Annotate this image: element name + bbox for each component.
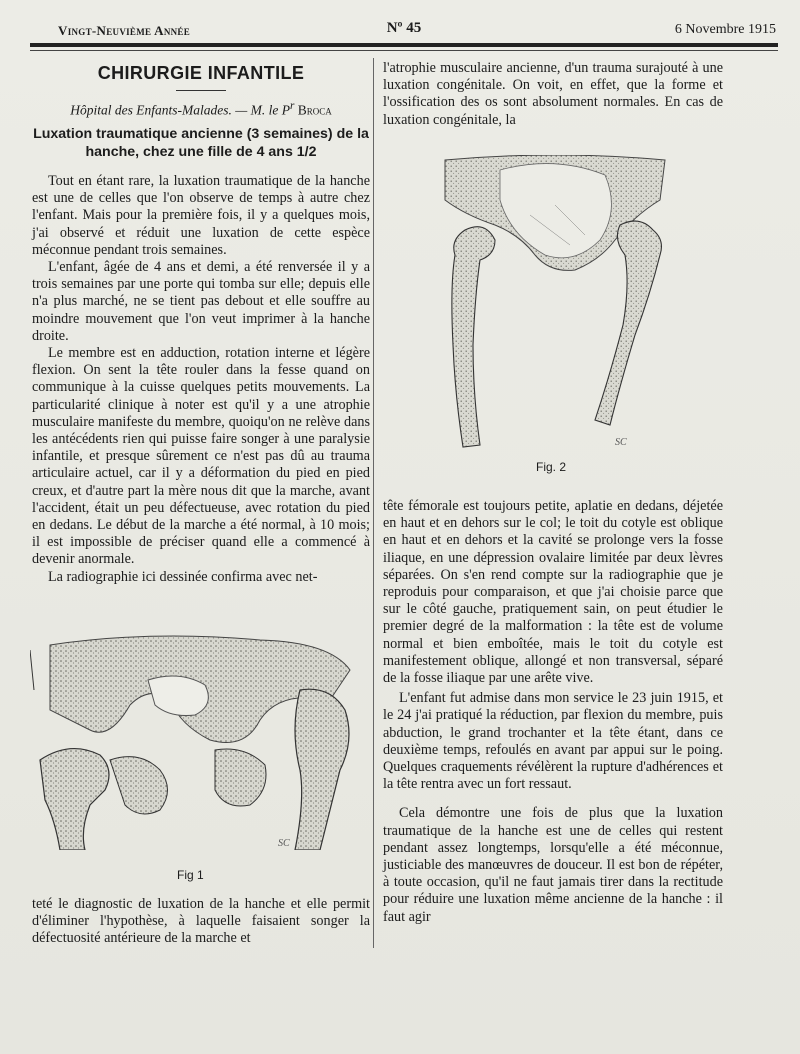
figure-2-caption: Fig. 2 <box>536 460 567 474</box>
figure-2-hip-drawing <box>425 155 690 455</box>
left-paragraph-1: Tout en étant rare, la luxation traumatique de la hanche est une de celles que l'on observe de temps à autre chez l'enfant. Mais pour la première fois, il y a quelques mois, j'ai observé et réduit une luxation de cette espèce méconnue pendant trois semaines. <box>32 172 370 258</box>
header-date: 6 Novembre 1915 <box>674 22 776 37</box>
header-issue-number: Nº 45 <box>386 20 422 36</box>
section-title: CHIRURGIE INFANTILE <box>97 63 305 83</box>
left-paragraph-4: La radiographie ici dessinée confirma avec net- <box>48 568 318 585</box>
left-paragraph-3: Le membre est en adduction, rotation interne et légère flexion. On sent la tête rouler dans la fesse quand on communique à la cuisse quelques petits mouvements. La particularité clinique à noter est qu'il y a une atrophie musculaire manifeste du membre, quoiqu'on ne relève dans les antécédents rien qui puisse faire songer à une paralysie infantile, et presque sûrement ce n'est pas dû au trauma articulaire actuel, car il y a déformation du pied en pied creux, et d'autre part la mère nous dit que la marche, avant l'accident, était un peu défectueuse, avec rotation du pied en dedans. Le début de la marche a été normal, à 10 mois; il est impossible de préciser quand elle a commencé à devenir anormale. <box>32 344 370 568</box>
byline-place: Hôpital des Enfants-Malades. <box>70 102 232 118</box>
figure-1-illustration <box>30 630 370 850</box>
title-rule <box>176 90 226 91</box>
right-paragraph-3: Cela démontre une fois de plus que la luxation traumatique de la hanche est une de celles qui restent pendant assez longtemps, lorsqu'elle a été méconnue, justiciable des manœuvres de douceur. Il est bon de répéter, à toute occasion, qu'il ne faut jamais tirer dans la rectitude pour réduire une luxation même ancienne de la hanche : il faut agir <box>383 805 723 925</box>
figure-1-hip-drawing <box>30 630 370 850</box>
page-header <box>32 20 776 40</box>
header-rule <box>30 43 778 47</box>
article-title: Luxation traumatique ancienne (3 semaines) de la hanche, chez une fille de 4 ans 1/2 <box>33 125 369 160</box>
left-column-bottom <box>32 896 370 948</box>
right-paragraph-1: tête fémorale est toujours petite, aplatie en dedans, déjetée en haut et en dehors sur le col; le toit du cotyle est oblique en haut et en dehors et la cavité se prolonge vers la fosse iliaque, en une dépression ovalaire limitée par deux lèvres séparées. On s'en rend compte sur la radiographie que je reproduis pour comparaison, et que j'ai choisie parce que sur le côté gauche, pratiquement sain, on peut étudier le premier degré de la malformation : la tête est de volume normal et bien emboîtée, mais le toit du cotyle est manifestement oblique, allongé et non transversal, séparé de la fosse iliaque par une arête vive. <box>383 498 723 687</box>
figure-1-signature: SC <box>278 838 290 849</box>
right-paragraph-top: l'atrophie musculaire ancienne, d'un trauma surajouté à une luxation congénitale. On voit, en effet, que la forme et l'ossification des os sont absolument normales. En cas de luxation congénitale, la <box>383 60 723 128</box>
right-column-top <box>383 60 723 129</box>
byline-author: Broca <box>297 102 332 118</box>
byline <box>32 98 370 119</box>
header-rule-thin <box>30 50 778 51</box>
figure-2-signature: SC <box>615 437 627 448</box>
figure-2-illustration <box>425 155 690 455</box>
byline-dash: — M. le P <box>231 102 290 118</box>
left-column <box>32 60 370 586</box>
right-column-bottom <box>383 498 723 926</box>
header-year: Vingt-Neuvième Année <box>58 23 191 38</box>
right-paragraph-2: L'enfant fut admise dans mon service le 23 juin 1915, et le 24 j'ai pratiqué la réduction, par flexion du membre, puis abduction, le grand trochanter et la tête étant, dans ce deuxième temps, refoulés en avant par appui sur le poing. Quelques craquements révélèrent la rupture d'adhérences et la tête rentra avec un fort ressaut. <box>383 690 723 793</box>
left-paragraph-2: L'enfant, âgée de 4 ans et demi, a été renversée il y a trois semaines par une porte qui tomba sur elle; depuis elle n'a plus marché, ne se tient pas debout et elle souffre au moindre mouvement que l'on veut imprimer à la hanche droite. <box>32 258 370 344</box>
figure-1-caption: Fig 1 <box>177 868 204 882</box>
left-paragraph-continued: teté le diagnostic de luxation de la hanche et elle permit d'éliminer l'hypothèse, à laquelle faisaient songer la défectuosité antérieure de la marche et <box>32 896 370 947</box>
byline-sup: r <box>289 100 295 113</box>
column-divider <box>373 58 374 948</box>
